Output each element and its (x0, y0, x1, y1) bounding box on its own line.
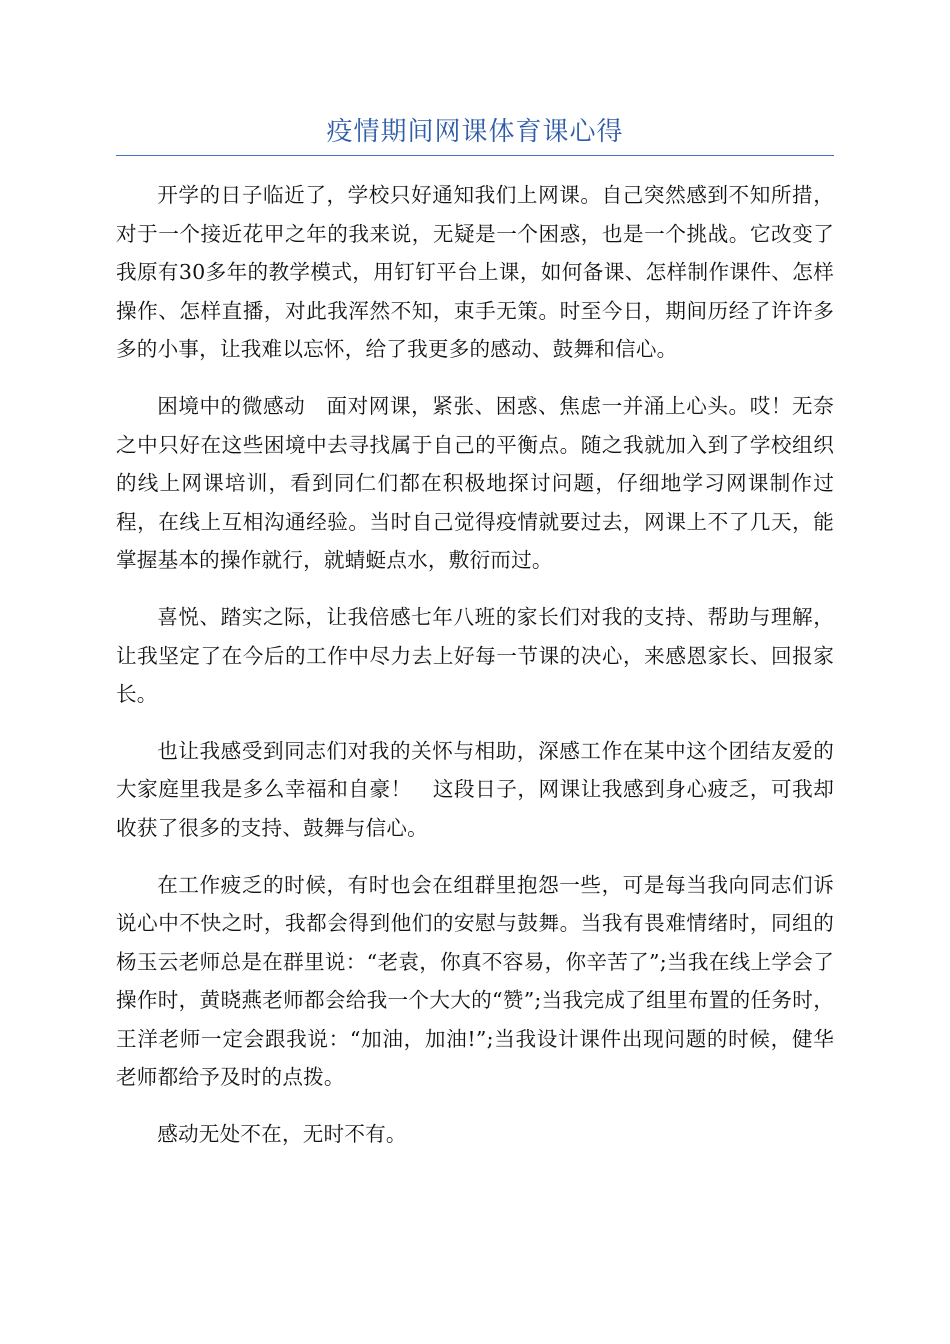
paragraph: 喜悦、踏实之际，让我倍感七年八班的家长们对我的支持、帮助与理解，让我坚定了在今后的工作中尽力去上好每一节课的决心，来感恩家长、回报家长。 (116, 604, 834, 707)
paragraph: 困境中的微感动 面对网课，紧张、困惑、焦虑一并涌上心头。哎！无奈之中只好在这些困境中去寻找属于自己的平衡点。随之我就加入到了学校组织的线上网课培训，看到同仁们都在积极地探讨问题，仔细地学习网课制作过程，在线上互相沟通经验。当时自己觉得疫情就要过去，网课上不了几天，能掌握基本的操作就行，就蜻蜓点水，敷衍而过。 (116, 393, 834, 573)
paragraph: 也让我感受到同志们对我的关怀与相助，深感工作在某中这个团结友爱的大家庭里我是多么幸福和自豪！ 这段日子，网课让我感到身心疲乏，可我却收获了很多的支持、鼓舞与信心。 (116, 738, 834, 840)
title-underline (116, 112, 834, 156)
paragraph: 开学的日子临近了，学校只好通知我们上网课。自己突然感到不知所措，对于一个接近花甲之年的我来说，无疑是一个困惑，也是一个挑战。它改变了我原有30多年的教学模式，用钉钉平台上课，如何备课、怎样制作课件、怎样操作、怎样直播，对此我浑然不知，束手无策。时至今日，期间历经了许许多多的小事，让我难以忘怀，给了我更多的感动、鼓舞和信心。 (116, 183, 834, 362)
page-title: 疫情期间网课体育课心得 (326, 117, 624, 147)
paragraph: 感动无处不在，无时不有。 (157, 1122, 407, 1147)
paragraph: 在工作疲乏的时候，有时也会在组群里抱怨一些，可是每当我向同志们诉说心中不快之时，我都会得到他们的安慰与鼓舞。当我有畏难情绪时，同组的杨玉云老师总是在群里说：“老袁，你真不容易，你辛苦了”;当我在线上学会了操作时，黄晓燕老师都会给我一个大大的“赞”;当我完成了组里布置的任务时，王洋老师一定会跟我说：“加油，加油!”;当我设计课件出现问题的时候，健华老师都给予及时的点拨。 (116, 872, 834, 1090)
document-body (116, 176, 834, 1172)
